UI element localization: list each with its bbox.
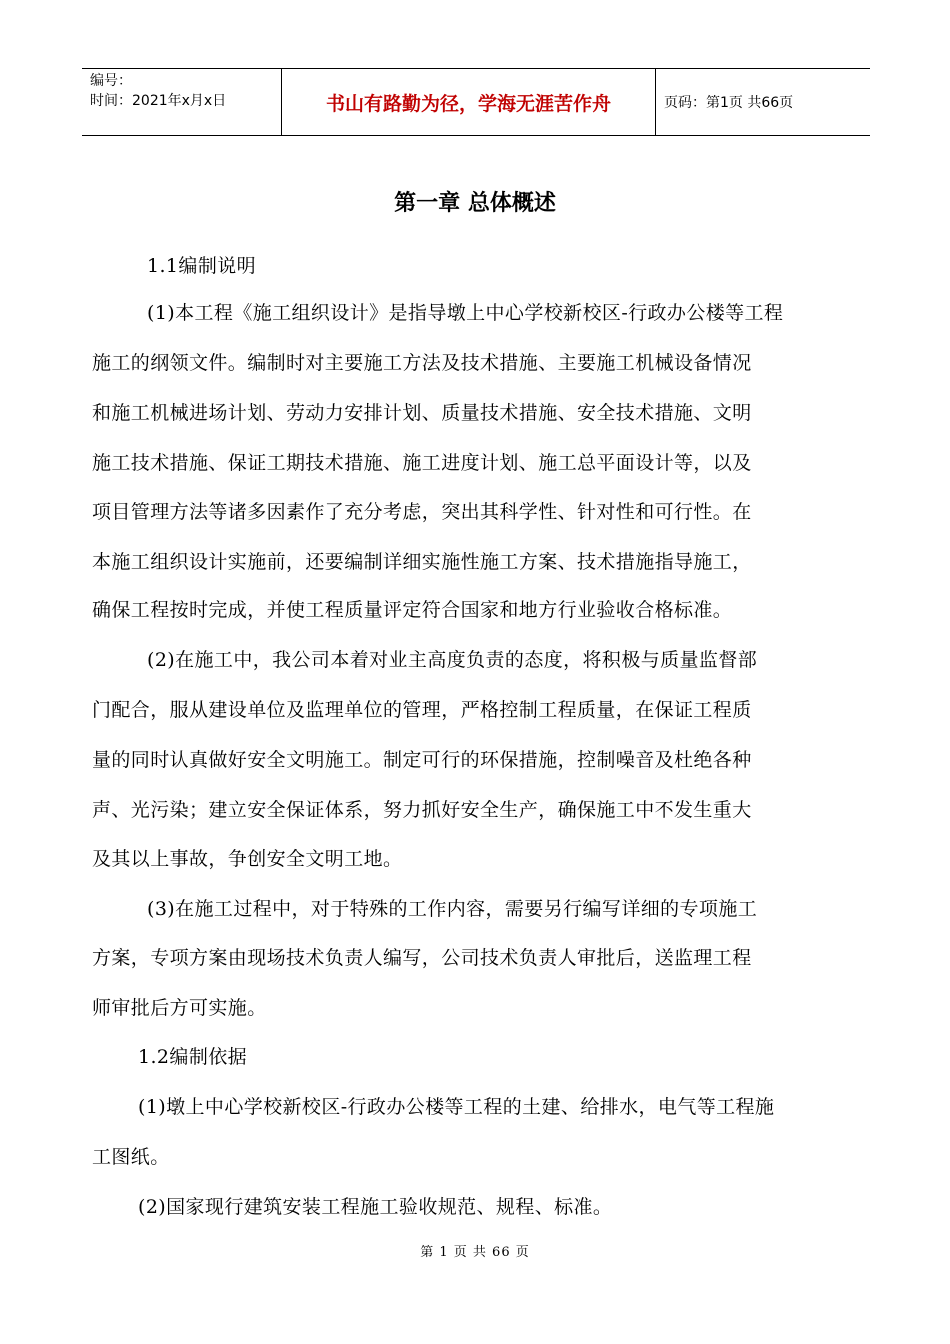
- section-heading: 1.1编制说明: [147, 255, 257, 277]
- paragraph-line: 和施工机械进场计划、劳动力安排计划、质量技术措施、安全技术措施、文明: [92, 402, 752, 424]
- paragraph-line: (2)国家现行建筑安装工程施工验收规范、规程、标准。: [138, 1196, 613, 1218]
- paragraph-line: (2)在施工中，我公司本着对业主高度负责的态度，将积极与质量监督部: [147, 649, 758, 671]
- paragraph-line: 方案，专项方案由现场技术负责人编写，公司技术负责人审批后，送监理工程: [92, 947, 752, 969]
- section-heading: 1.2编制依据: [138, 1046, 248, 1068]
- page-footer: 第 1 页 共 66 页: [420, 1245, 530, 1260]
- document-number: 编号：: [90, 73, 132, 89]
- paragraph-line: 确保工程按时完成，并使工程质量评定符合国家和地方行业验收合格标准。: [92, 599, 733, 621]
- header-page-info: 页码：第1页 共66页: [664, 95, 794, 111]
- paragraph-line: (3)在施工过程中，对于特殊的工作内容，需要另行编写详细的专项施工: [147, 898, 758, 920]
- paragraph-line: (1)本工程《施工组织设计》是指导墩上中心学校新校区-行政办公楼等工程: [147, 302, 784, 324]
- paragraph-line: (1)墩上中心学校新校区-行政办公楼等工程的土建、给排水，电气等工程施: [138, 1096, 775, 1118]
- paragraph-line: 量的同时认真做好安全文明施工。制定可行的环保措施，控制噪音及杜绝各种: [92, 749, 752, 771]
- header-motto: 书山有路勤为径，学海无涯苦作舟: [281, 69, 656, 135]
- paragraph-line: 项目管理方法等诸多因素作了充分考虑，突出其科学性、针对性和可行性。在: [92, 501, 752, 523]
- chapter-title: 第一章 总体概述: [394, 191, 556, 216]
- paragraph-line: 师审批后方可实施。: [92, 997, 267, 1019]
- document-date: 时间：2021年x月x日: [90, 93, 227, 109]
- header-meta: [82, 69, 281, 135]
- paragraph-line: 门配合，服从建设单位及监理单位的管理，严格控制工程质量，在保证工程质: [92, 699, 752, 721]
- paragraph-line: 及其以上事故，争创安全文明工地。: [92, 848, 403, 870]
- paragraph-line: 本施工组织设计实施前，还要编制详细实施性施工方案、技术措施指导施工，: [92, 551, 752, 573]
- paragraph-line: 施工的纲领文件。编制时对主要施工方法及技术措施、主要施工机械设备情况: [92, 352, 752, 374]
- paragraph-line: 工图纸。: [92, 1146, 170, 1168]
- page-header: [82, 68, 870, 136]
- paragraph-line: 施工技术措施、保证工期技术措施、施工进度计划、施工总平面设计等，以及: [92, 452, 752, 474]
- paragraph-line: 声、光污染；建立安全保证体系，努力抓好安全生产，确保施工中不发生重大: [92, 799, 752, 821]
